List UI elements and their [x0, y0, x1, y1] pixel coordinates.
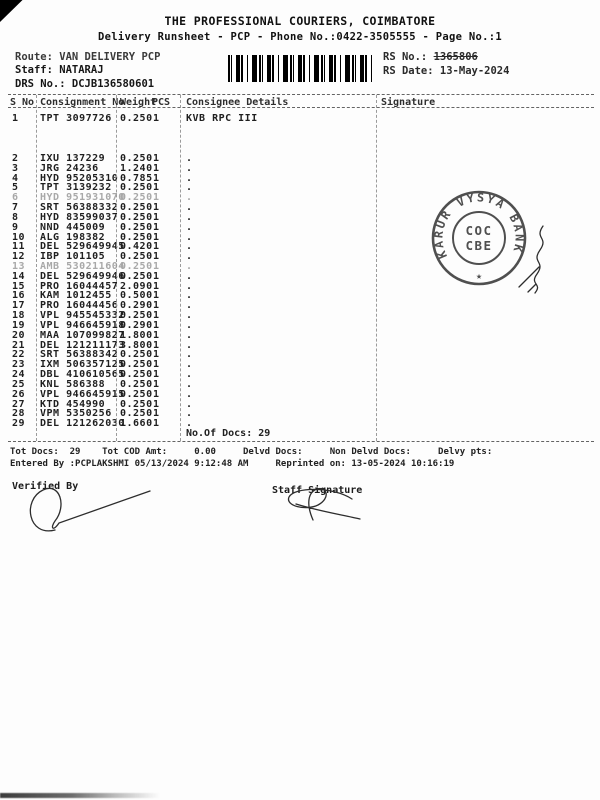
cell-consignee: .	[186, 339, 193, 351]
cell-consignee: .	[186, 153, 193, 164]
cell-consignment: AMB 530211604	[40, 261, 125, 273]
cell-consignment: HYD 95205310	[40, 172, 119, 184]
cell-consignee: .	[186, 319, 193, 331]
cell-weight: 0.290	[120, 300, 153, 312]
cell-weight: 0.500	[120, 290, 153, 302]
cell-consignee: .	[186, 162, 193, 174]
cell-consignment: SRT 56388332	[40, 202, 119, 214]
cell-consignment: DEL 121262030	[40, 418, 125, 430]
cell-consignee: .	[186, 329, 193, 341]
stamp-ring-text: KARUR VYSYA BANK	[431, 190, 527, 261]
col-header-signature: Signature	[381, 97, 436, 108]
cell-consignment: VPL 946645918	[40, 319, 125, 331]
cell-weight: 0.290	[120, 319, 153, 331]
route-line	[15, 51, 160, 63]
table-row	[0, 300, 600, 310]
staff-line	[15, 64, 104, 76]
table-header-divider	[8, 107, 594, 108]
cell-weight: 0.250	[120, 378, 153, 390]
cell-weight: 0.250	[120, 202, 153, 214]
drs-line	[15, 78, 154, 90]
col-header-pcs: PCS	[152, 97, 171, 108]
table-row	[0, 153, 600, 163]
table-row	[0, 379, 600, 389]
bank-stamp	[426, 186, 558, 298]
cell-consignee: .	[186, 221, 193, 233]
cell-sno: 26	[12, 388, 26, 400]
col-header-consignee: Consignee Details	[186, 97, 289, 108]
cell-weight: 0.250	[120, 349, 153, 361]
cell-weight: 0.250	[120, 398, 153, 410]
cell-pcs: 1	[153, 202, 160, 214]
cell-pcs: 1	[153, 113, 160, 124]
cell-consignment: KNL 586388	[40, 378, 106, 390]
barcode-icon	[228, 55, 373, 82]
cell-sno: 23	[12, 359, 26, 371]
cell-pcs: 1	[153, 153, 160, 164]
cell-consignee: .	[186, 261, 193, 273]
table-row	[0, 173, 600, 183]
totals-line: Tot Docs: 29 Tot COD Amt: 0.00 Delvd Docs: Non Delvd Docs: Delvy pts:	[10, 447, 493, 457]
table-row	[0, 399, 600, 409]
cell-consignee: .	[186, 369, 193, 381]
cell-consignment: PRO 16044456	[40, 300, 119, 312]
cell-sno: 24	[12, 369, 26, 381]
cell-sno: 5	[12, 182, 19, 194]
cell-weight: 0.785	[120, 172, 153, 184]
cell-sno: 18	[12, 310, 26, 322]
cell-sno: 16	[12, 290, 26, 302]
no-of-docs: No.Of Docs: 29	[186, 428, 271, 439]
rs-no-label: RS No.:	[383, 51, 428, 63]
table-border-bottom	[8, 441, 594, 442]
staff-label: Staff:	[15, 64, 53, 76]
cell-consignee: .	[186, 300, 193, 312]
cell-weight: 0.250	[120, 231, 153, 243]
rs-date-label: RS Date:	[383, 65, 434, 77]
cell-weight: 0.250	[120, 369, 153, 381]
rs-date-line	[383, 65, 509, 77]
cell-sno: 27	[12, 398, 26, 410]
cell-sno: 17	[12, 300, 26, 312]
cell-pcs: 1	[153, 280, 160, 292]
cell-sno: 12	[12, 251, 26, 263]
cell-pcs: 1	[153, 359, 160, 371]
cell-pcs: 1	[153, 398, 160, 410]
cell-weight: 0.250	[120, 408, 153, 420]
cell-weight: 0.250	[120, 192, 153, 204]
cell-consignee: .	[186, 211, 193, 223]
cell-consignee: .	[186, 418, 193, 430]
cell-consignee: .	[186, 408, 193, 420]
cell-weight: 0.250	[120, 221, 153, 233]
cell-consignment: IXM 506357125	[40, 359, 125, 371]
cell-pcs: 1	[153, 231, 160, 243]
col-header-weight: Weight	[120, 97, 157, 108]
table-row	[0, 349, 600, 359]
cell-consignee: .	[186, 310, 193, 322]
cell-sno: 22	[12, 349, 26, 361]
cell-consignment: MAA 107099827	[40, 329, 125, 341]
cell-weight: 3.800	[120, 339, 153, 351]
cell-pcs: 1	[153, 182, 160, 194]
cell-consignee: .	[186, 280, 193, 292]
cell-weight: 0.250	[120, 251, 153, 263]
cell-sno: 19	[12, 319, 26, 331]
rs-date-value: 13-May-2024	[439, 65, 510, 77]
cell-consignee: KVB RPC III	[186, 113, 258, 124]
cell-pcs: 1	[153, 310, 160, 322]
cell-sno: 10	[12, 231, 26, 243]
cell-sno: 7	[12, 202, 19, 214]
cell-consignment: VPM 5350256	[40, 408, 112, 420]
cell-weight: 0.250	[120, 388, 153, 400]
column-separator	[116, 95, 117, 441]
cell-consignment: DEL 121211173	[40, 339, 125, 351]
cell-sno: 1	[12, 113, 19, 124]
cell-consignment: HYD 83599037	[40, 211, 119, 223]
cell-consignment: PRO 16044457	[40, 280, 119, 292]
cell-consignment: KAM 1012455	[40, 290, 112, 302]
cell-sno: 21	[12, 339, 26, 351]
staff-signature-label: Staff Signature	[272, 485, 363, 496]
cell-sno: 2	[12, 153, 19, 164]
cell-weight: 1.800	[120, 329, 153, 341]
cell-sno: 13	[12, 261, 26, 273]
cell-consignee: .	[186, 251, 193, 263]
stamp-center-line2: CBE	[465, 238, 493, 253]
cell-sno: 8	[12, 211, 19, 223]
cell-pcs: 1	[153, 241, 160, 253]
cell-consignment: SRT 56388342	[40, 349, 119, 361]
cell-pcs: 1	[153, 300, 160, 312]
rs-no-value: 1365806	[433, 51, 478, 63]
column-separator	[36, 95, 37, 441]
cell-weight: 0.250	[120, 211, 153, 223]
table-row	[0, 163, 600, 173]
cell-consignee: .	[186, 172, 193, 184]
cell-pcs: 1	[153, 261, 160, 273]
cell-sno: 3	[12, 162, 19, 174]
cell-pcs: 1	[153, 339, 160, 351]
cell-consignment: DEL 529649946	[40, 270, 125, 282]
cell-consignee: .	[186, 270, 193, 282]
cell-consignment: TPT 3139232	[40, 182, 112, 194]
cell-pcs: 1	[153, 192, 160, 204]
drs-label: DRS No.:	[15, 78, 66, 90]
rs-no-line	[383, 51, 478, 63]
company-title: THE PROFESSIONAL COURIERS, COIMBATORE	[164, 14, 436, 28]
cell-consignment: DBL 410610565	[40, 369, 125, 381]
cell-consignment: JRG 24236	[40, 162, 99, 174]
cell-consignment: VPL 946645915	[40, 388, 125, 400]
table-row	[0, 369, 600, 379]
stamp-star-icon: ★	[475, 271, 483, 282]
cell-consignee: .	[186, 202, 193, 214]
cell-sno: 15	[12, 280, 26, 292]
cell-weight: 0.250	[120, 182, 153, 194]
cell-weight: 0.420	[120, 241, 153, 253]
cell-pcs: 1	[153, 290, 160, 302]
column-separator	[180, 95, 181, 441]
cell-consignee: .	[186, 192, 193, 204]
verified-by-label: Verified By	[12, 481, 79, 492]
cell-consignment: TPT 3097726	[40, 113, 112, 124]
cell-pcs: 1	[153, 251, 160, 263]
cell-consignment: NND 445009	[40, 221, 106, 233]
cell-sno: 11	[12, 241, 26, 253]
route-label: Route:	[15, 51, 53, 63]
runsheet-subtitle: Delivery Runsheet - PCP - Phone No.:0422-3505555 - Page No.:1	[98, 31, 502, 43]
cell-consignment: DEL 529649945	[40, 241, 125, 253]
cell-weight: 0.250	[120, 359, 153, 371]
cell-pcs: 1	[153, 369, 160, 381]
cell-weight: 0.250	[120, 113, 153, 124]
cell-weight: 0.250	[120, 261, 153, 273]
cell-pcs: 1	[153, 221, 160, 233]
table-row	[0, 320, 600, 330]
cell-sno: 29	[12, 418, 26, 430]
cell-sno: 9	[12, 221, 19, 233]
cell-consignment: VPL 945545332	[40, 310, 125, 322]
table-row	[0, 340, 600, 350]
cell-consignee: .	[186, 231, 193, 243]
col-header-consignment: Consignment No	[40, 97, 125, 108]
cell-consignment: ALG 198382	[40, 231, 106, 243]
cell-pcs: 1	[153, 329, 160, 341]
cell-sno: 4	[12, 172, 19, 184]
cell-consignee: .	[186, 349, 193, 361]
cell-weight: 0.250	[120, 270, 153, 282]
cell-pcs: 1	[153, 319, 160, 331]
cell-pcs: 1	[153, 388, 160, 400]
cell-pcs: 1	[153, 349, 160, 361]
cell-pcs: 1	[153, 408, 160, 420]
table-row	[0, 418, 600, 428]
cell-consignment: IXU 137229	[40, 153, 106, 164]
cell-weight: 2.090	[120, 280, 153, 292]
table-row	[0, 113, 600, 123]
table-row	[0, 408, 600, 418]
table-row	[0, 330, 600, 340]
cell-sno: 14	[12, 270, 26, 282]
cell-consignment: KTD 454990	[40, 398, 106, 410]
cell-consignee: .	[186, 388, 193, 400]
cell-consignee: .	[186, 182, 193, 194]
cell-weight: 0.250	[120, 153, 153, 164]
col-header-sno: S No	[10, 97, 35, 108]
entered-by-line: Entered By :PCPLAKSHMI 05/13/2024 9:12:48 AM Reprinted on: 13-05-2024 10:16:19	[10, 459, 455, 469]
cell-pcs: 1	[153, 378, 160, 390]
cell-sno: 25	[12, 378, 26, 390]
cell-consignee: .	[186, 398, 193, 410]
cell-consignee: .	[186, 241, 193, 253]
cell-sno: 6	[12, 192, 19, 204]
cell-pcs: 1	[153, 162, 160, 174]
scan-bottom-smudge	[0, 793, 160, 798]
table-row	[0, 389, 600, 399]
cell-weight: 1.240	[120, 162, 153, 174]
drs-value: DCJB136580601	[71, 78, 155, 90]
stamp-center-line1: COC	[465, 223, 493, 238]
cell-weight: 1.660	[120, 418, 153, 430]
cell-consignee: .	[186, 290, 193, 302]
verified-signature	[30, 488, 150, 530]
cell-weight: 0.250	[120, 310, 153, 322]
table-row	[0, 310, 600, 320]
cell-sno: 20	[12, 329, 26, 341]
cell-consignment: HYD 951931070	[40, 192, 125, 204]
cell-consignment: IBP 101105	[40, 251, 106, 263]
cell-sno: 28	[12, 408, 26, 420]
cell-consignee: .	[186, 378, 193, 390]
route-value: VAN DELIVERY PCP	[59, 51, 161, 63]
staff-value: NATARAJ	[59, 64, 104, 76]
column-separator	[376, 95, 377, 441]
cell-pcs: 1	[153, 211, 160, 223]
table-row	[0, 359, 600, 369]
cell-pcs: 1	[153, 418, 160, 430]
table-border-top	[8, 94, 594, 95]
cell-pcs: 1	[153, 172, 160, 184]
cell-consignee: .	[186, 359, 193, 371]
cell-pcs: 1	[153, 270, 160, 282]
